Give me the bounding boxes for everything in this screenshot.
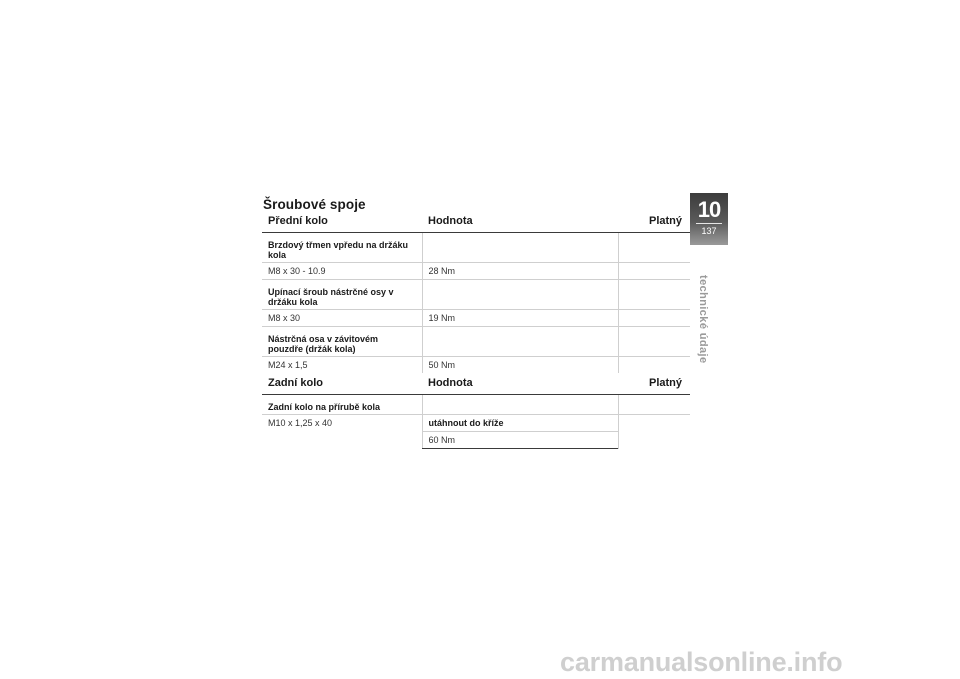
screw-spec: M8 x 30 [262,310,422,327]
screw-spec: M8 x 30 - 10.9 [262,263,422,280]
torque-value: 60 Nm [422,432,618,449]
chapter-number: 10 [697,197,721,222]
table-row [262,395,690,415]
torque-value: 19 Nm [422,310,618,327]
torque-table [262,211,690,449]
table-row [262,263,690,280]
watermark: carmanualsonline.info [560,647,843,677]
page-number: 137 [701,226,717,236]
torque-specs [262,211,690,449]
rear-wheel-header-row [262,373,690,395]
torque-instruction: utáhnout do kříže [422,415,618,432]
table-row [262,327,690,357]
front-wheel-header-row [262,211,690,233]
value-header: Hodnota [422,211,618,233]
page-title: Šroubové spoje [263,197,366,212]
valid-header: Platný [618,373,690,395]
screw-spec: M10 x 1,25 x 40 [262,415,422,449]
component-label: Zadní kolo na přírubě kola [268,402,381,412]
rear-wheel-header: Zadní kolo [262,373,422,395]
table-row [262,357,690,374]
chapter-tab [690,193,728,245]
screw-spec: M24 x 1,5 [262,357,422,374]
chapter-side-label: technické údaje [697,275,709,364]
valid-header: Platný [618,211,690,233]
component-label: Nástrčná osa v závitovém pouzdře (držák kola) [262,327,422,357]
table-row [262,415,690,432]
torque-value: 50 Nm [422,357,618,374]
table-row [262,280,690,310]
table-row [262,233,690,263]
table-row [262,310,690,327]
component-label: Upínací šroub nástrčné osy v držáku kola [262,280,422,310]
torque-value: 28 Nm [422,263,618,280]
value-header: Hodnota [422,373,618,395]
front-wheel-header: Přední kolo [262,211,422,233]
component-label: Brzdový třmen vpředu na držáku kola [268,240,409,260]
